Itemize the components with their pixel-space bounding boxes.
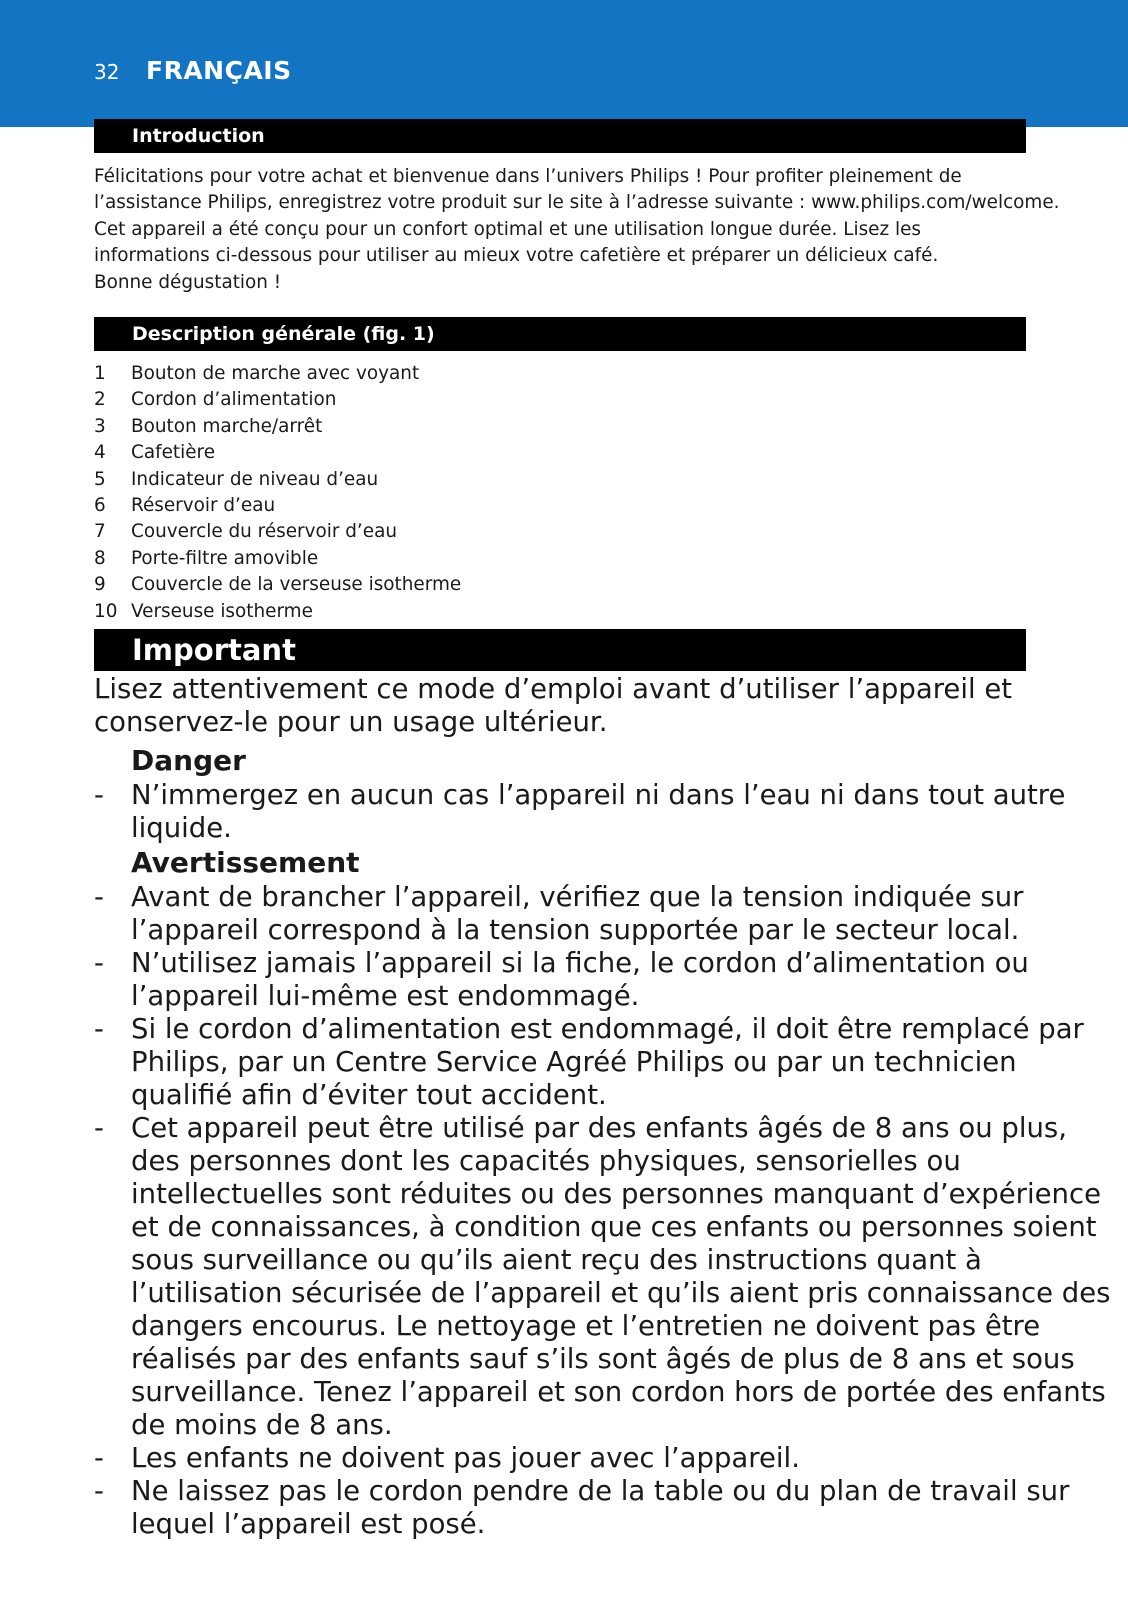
important-lead-text bbox=[94, 673, 1034, 739]
intro-line: informations ci-dessous pour utiliser au mieux votre cafetière et préparer un délicieux café. bbox=[94, 245, 939, 267]
part-item bbox=[94, 414, 794, 440]
warning-item bbox=[94, 881, 1044, 947]
part-item bbox=[94, 467, 794, 493]
part-item bbox=[94, 572, 794, 598]
item-line: Si le cordon d’alimentation est endommagé, il doit être remplacé par bbox=[131, 1013, 1084, 1045]
part-number: 1 bbox=[94, 363, 106, 384]
part-number: 3 bbox=[94, 415, 106, 437]
bullet-dash: - bbox=[94, 1442, 104, 1474]
warning-item bbox=[94, 1112, 1111, 1442]
item-line: des personnes dont les capacités physiques, sensorielles ou bbox=[131, 1145, 961, 1177]
part-label: Bouton marche/arrêt bbox=[131, 415, 323, 437]
part-item bbox=[94, 361, 794, 387]
parts-list bbox=[94, 361, 794, 625]
item-line: liquide. bbox=[131, 812, 232, 844]
item-line: N’utilisez jamais l’appareil si la fiche, le cordon d’alimentation ou bbox=[131, 947, 1029, 979]
part-item bbox=[94, 493, 794, 519]
part-number: 10 bbox=[94, 600, 118, 622]
part-label: Couvercle de la verseuse isotherme bbox=[131, 574, 462, 596]
item-line: l’utilisation sécurisée de l’appareil et qu’ils aient pris connaissance des bbox=[131, 1277, 1111, 1309]
part-number: 6 bbox=[94, 494, 106, 516]
item-line: N’immergez en aucun cas l’appareil ni dans l’eau ni dans tout autre bbox=[131, 779, 1066, 811]
bullet-dash: - bbox=[94, 1475, 104, 1507]
item-line: surveillance. Tenez l’appareil et son cordon hors de portée des enfants bbox=[131, 1376, 1106, 1408]
part-label: Cafetière bbox=[131, 442, 216, 464]
warning-heading: Avertissement bbox=[131, 846, 360, 879]
lead-line: conservez-le pour un usage ultérieur. bbox=[94, 706, 608, 738]
part-label: Cordon d’alimentation bbox=[131, 389, 337, 411]
part-number: 4 bbox=[94, 442, 106, 464]
page-number: 32 bbox=[94, 60, 120, 84]
item-line: sous surveillance ou qu’ils aient reçu des instructions quant à bbox=[131, 1244, 982, 1276]
warning-item bbox=[94, 947, 1044, 1013]
bullet-dash: - bbox=[94, 881, 104, 913]
section-bar-introduction bbox=[94, 119, 1026, 153]
part-item bbox=[94, 519, 794, 545]
safety-warnings bbox=[94, 743, 1111, 1541]
intro-line: Félicitations pour votre achat et bienvenue dans l’univers Philips ! Pour profiter pleinement de bbox=[94, 166, 962, 187]
bullet-dash: - bbox=[94, 947, 104, 979]
part-label: Couvercle du réservoir d’eau bbox=[131, 521, 397, 543]
part-number: 8 bbox=[94, 547, 106, 569]
introduction-text bbox=[94, 164, 1060, 296]
item-line: l’appareil lui-même est endommagé. bbox=[131, 980, 640, 1012]
item-line: Ne laissez pas le cordon pendre de la table ou du plan de travail sur bbox=[131, 1475, 1070, 1507]
part-item bbox=[94, 440, 794, 466]
part-number: 7 bbox=[94, 521, 106, 543]
item-line: réalisés par des enfants sauf s’ils sont âgés de plus de 8 ans et sous bbox=[131, 1343, 1075, 1375]
item-line: et de connaissances, à condition que ces enfants ou personnes soient bbox=[131, 1211, 1097, 1243]
item-line: l’appareil correspond à la tension supportée par le secteur local. bbox=[131, 914, 1020, 946]
item-line: dangers encourus. Le nettoyage et l’entretien ne doivent pas être bbox=[131, 1310, 1041, 1342]
part-label: Réservoir d’eau bbox=[131, 494, 276, 516]
item-line: Les enfants ne doivent pas jouer avec l’appareil. bbox=[131, 1442, 800, 1474]
bullet-dash: - bbox=[94, 1013, 104, 1045]
part-item bbox=[94, 546, 794, 572]
item-line: Cet appareil peut être utilisé par des enfants âgés de 8 ans ou plus, bbox=[131, 1112, 1067, 1144]
section-title-introduction: Introduction bbox=[132, 125, 265, 147]
bullet-dash: - bbox=[94, 1112, 104, 1144]
part-label: Bouton de marche avec voyant bbox=[131, 363, 420, 384]
item-line: intellectuelles sont réduites ou des personnes manquant d’expérience bbox=[131, 1178, 1102, 1210]
part-label: Porte-filtre amovible bbox=[131, 547, 319, 569]
section-title-important: Important bbox=[132, 633, 296, 667]
bullet-dash: - bbox=[94, 779, 104, 811]
lead-line: Lisez attentivement ce mode d’emploi avant d’utiliser l’appareil et bbox=[94, 673, 1013, 705]
intro-line: l’assistance Philips, enregistrez votre produit sur le site à l’adresse suivante : www.philips.com/welcome. bbox=[94, 192, 1060, 214]
item-line: qualifié afin d’éviter tout accident. bbox=[131, 1079, 607, 1111]
part-item bbox=[94, 599, 794, 625]
part-item bbox=[94, 387, 794, 413]
item-line: Avant de brancher l’appareil, vérifiez que la tension indiquée sur bbox=[131, 881, 1024, 913]
section-title-description: Description générale (fig. 1) bbox=[132, 323, 435, 345]
section-bar-important bbox=[94, 629, 1026, 671]
section-bar-description bbox=[94, 317, 1026, 351]
part-number: 2 bbox=[94, 389, 106, 411]
intro-line: Cet appareil a été conçu pour un confort optimal et une utilisation longue durée. Lisez les bbox=[94, 218, 921, 240]
intro-line: Bonne dégustation ! bbox=[94, 271, 282, 293]
part-number: 5 bbox=[94, 468, 106, 490]
part-label: Indicateur de niveau d’eau bbox=[131, 468, 379, 490]
danger-heading: Danger bbox=[131, 744, 246, 777]
warning-item bbox=[94, 1013, 1084, 1112]
item-line: Philips, par un Centre Service Agréé Philips ou par un technicien bbox=[131, 1046, 1017, 1078]
part-label: Verseuse isotherme bbox=[131, 600, 313, 622]
item-line: lequel l’appareil est posé. bbox=[131, 1508, 486, 1540]
language-title: FRANÇAIS bbox=[146, 56, 292, 85]
warning-item bbox=[94, 1442, 1044, 1475]
part-number: 9 bbox=[94, 574, 106, 596]
item-line: de moins de 8 ans. bbox=[131, 1409, 393, 1441]
warning-item bbox=[94, 1475, 1070, 1541]
danger-item bbox=[94, 779, 1066, 845]
